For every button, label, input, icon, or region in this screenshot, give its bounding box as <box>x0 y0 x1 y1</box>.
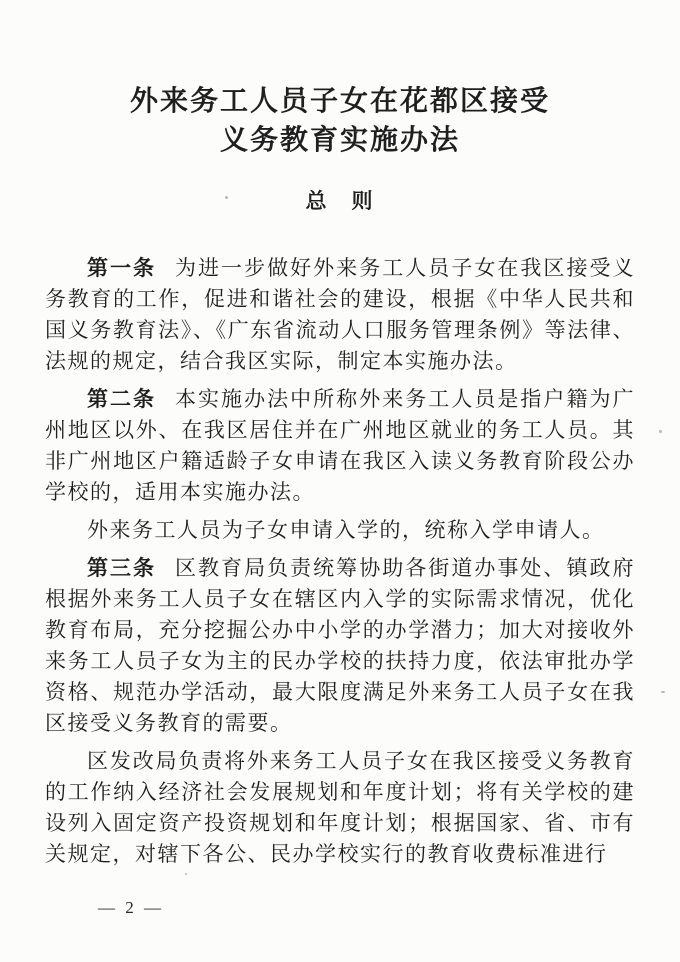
paragraph <box>45 384 635 508</box>
document-title-line2: 义务教育实施办法 <box>219 125 460 156</box>
paragraph <box>45 253 635 377</box>
paragraph <box>45 515 635 546</box>
paragraph-text: 区教育局负责统筹协助各街道办事处、镇政府根据外来务工人员子女在辖区内入学的实际需求情况，优化教育布局，充分挖掘公办中小学的办学潜力；加大对接收外来务工人员子女为主的民办学校的扶持力度，依法审批办学资格、规范办学活动，最大限度满足外来务工人员子女在我区接受义务教育的需要。 <box>45 556 636 735</box>
paragraph-text: 为进一步做好外来务工人员子女在我区接受义务教育的工作，促进和谐社会的建设，根据《中华人民共和国义务教育法》、《广东省流动人口服务管理条例》等法律、法规的规定，结合我区实际，制定本实施办法。 <box>45 256 636 373</box>
section-heading: 总 则 <box>305 189 375 213</box>
document-body <box>45 253 635 870</box>
page-number: — 2 — <box>98 898 164 917</box>
scan-speck <box>185 873 187 875</box>
article-label: 第一条 <box>87 257 157 280</box>
scan-speck <box>661 691 665 693</box>
document-title <box>0 0 680 160</box>
article-label: 第二条 <box>87 388 157 411</box>
paragraph <box>45 746 635 870</box>
paragraph <box>45 553 635 739</box>
scan-speck <box>225 196 228 199</box>
scan-speck <box>659 430 662 433</box>
paragraph-text: 区发改局负责将外来务工人员子女在我区接受义务教育的工作纳入经济社会发展规划和年度计划；将有关学校的建设列入固定资产投资规划和年度计划；根据国家、省、市有关规定，对辖下各公、民办学校实行的教育收费标准进行 <box>45 749 635 866</box>
paragraph-text: 外来务工人员为子女申请入学的，统称入学申请人。 <box>87 518 605 542</box>
paragraph-text: 本实施办法中所称外来务工人员是指户籍为广州地区以外、在我区居住并在广州地区就业的务工人员。其非广州地区户籍适龄子女申请在我区入读义务教育阶段公办学校的，适用本实施办法。 <box>45 387 636 504</box>
article-label: 第三条 <box>87 557 157 580</box>
document-title-line1: 外来务工人员子女在花都区接受 <box>129 86 550 117</box>
